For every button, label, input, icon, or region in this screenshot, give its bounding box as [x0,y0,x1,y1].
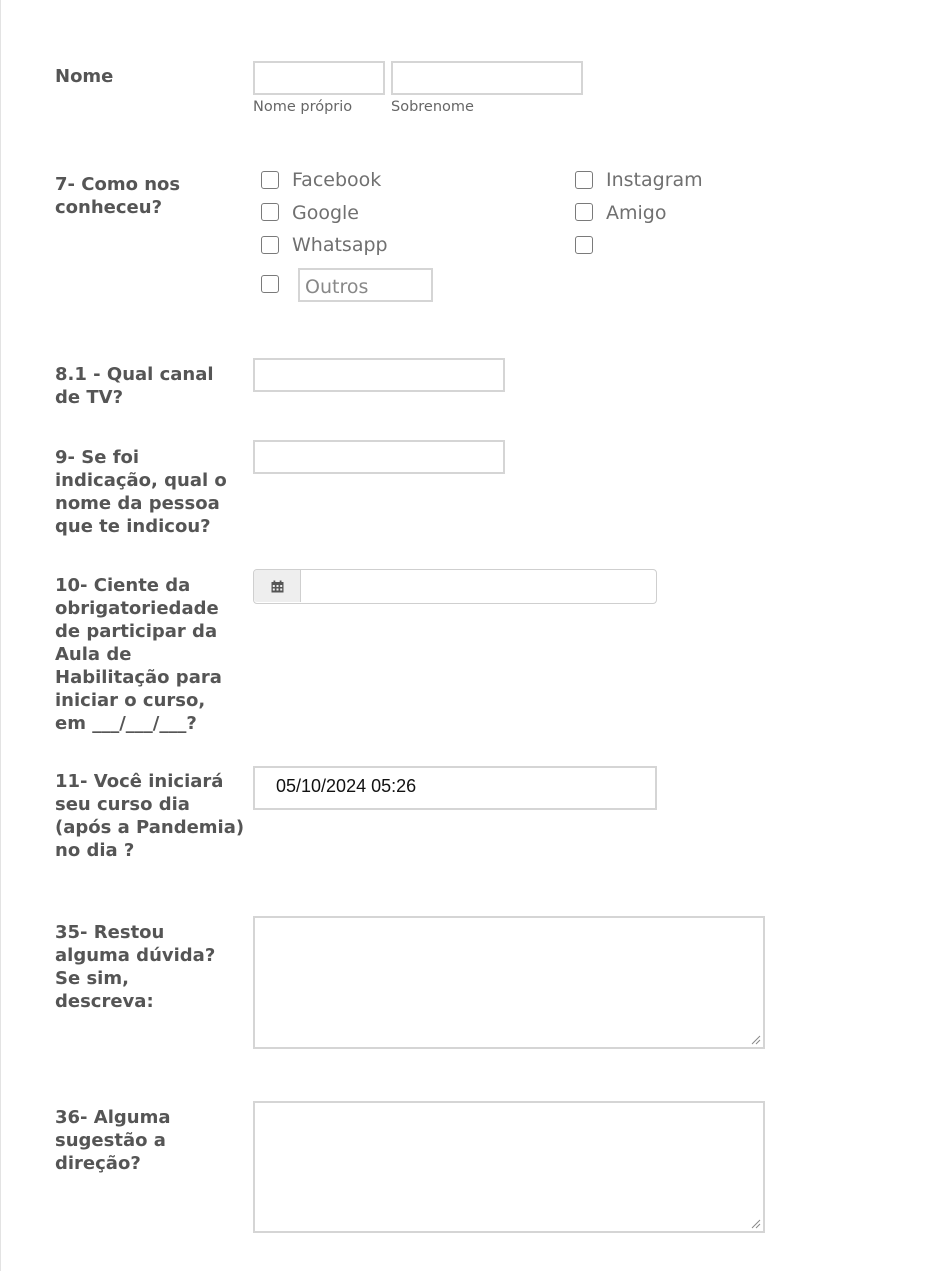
outros-input[interactable]: Outros [298,268,433,302]
ciente-date-field[interactable] [253,569,657,604]
checkbox-amigo-label: Amigo [606,202,667,224]
checkbox-instagram-label: Instagram [606,169,703,191]
duvida-label: 35- Restou alguma dúvida? Se sim, descreva: [55,922,216,1012]
checkbox-instagram[interactable] [575,171,593,189]
canal-tv-input[interactable] [253,358,505,392]
checkbox-google-label: Google [292,202,360,224]
calendar-icon [271,580,284,593]
sugestao-textarea[interactable] [253,1101,765,1233]
indicacao-label: 9- Se foi indicação, qual o nome da pessoa que te indicou? [55,447,227,537]
last-name-input[interactable] [391,61,583,95]
checkbox-whatsapp-label: Whatsapp [292,234,388,256]
calendar-button[interactable] [254,570,301,602]
nome-label: Nome [55,66,114,87]
last-name-sublabel: Sobrenome [391,99,474,115]
indicacao-input[interactable] [253,440,505,474]
page-left-border [0,0,1,1271]
canal-tv-label: 8.1 - Qual canal de TV? [55,364,214,408]
resize-grip-icon[interactable] [751,1035,761,1045]
checkbox-unlabeled[interactable] [575,236,593,254]
resize-grip-icon[interactable] [751,1219,761,1229]
checkbox-outros[interactable] [261,275,279,293]
checkbox-facebook-label: Facebook [292,169,382,191]
inicio-curso-label: 11- Você iniciará seu curso dia (após a Pandemia) no dia ? [55,771,245,861]
sugestao-label: 36- Alguma sugestão a direção? [55,1107,171,1174]
first-name-input[interactable] [253,61,385,95]
checkbox-facebook[interactable] [261,171,279,189]
checkbox-whatsapp[interactable] [261,236,279,254]
ciente-label: 10- Ciente da obrigatoriedade de participar da Aula de Habilitação para iniciar o curso, em ___/___/___? [55,575,222,734]
inicio-curso-value: 05/10/2024 05:26 [276,776,417,796]
duvida-textarea[interactable] [253,916,765,1049]
first-name-sublabel: Nome próprio [253,99,353,115]
como-conheceu-label: 7- Como nos conheceu? [55,174,181,218]
checkbox-google[interactable] [261,203,279,221]
checkbox-amigo[interactable] [575,203,593,221]
